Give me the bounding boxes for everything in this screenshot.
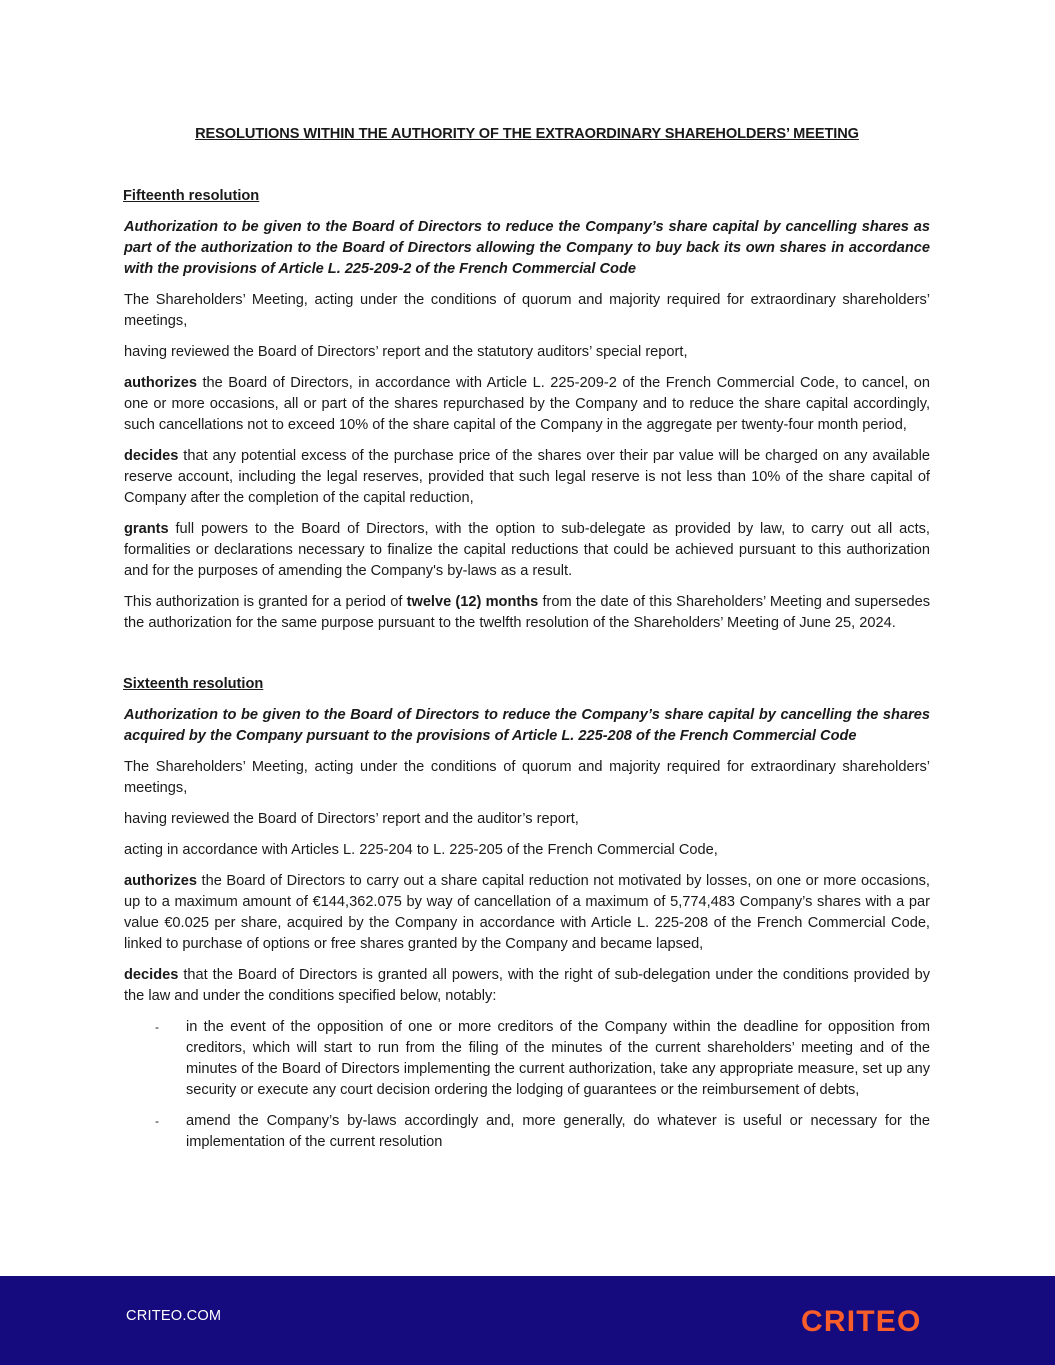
paragraph: authorizes the Board of Directors to carry out a share capital reduction not motivated by losses, on one or more occasions, up to a maximum amount of €144,362.075 by way of cancellation of a maximum of 5,774,483 Company’s shares with a par value €0.025 per share, acquired by the Company in accordance with Article L. 225-208 of the French Commercial Code, linked to purchase of options or free shares granted by the Company and became lapsed, [124,873,930,952]
operative-verb: decides [124,967,179,983]
list-item: - amend the Company’s by-laws accordingly and, more generally, do whatever is useful or necessary for the implementation of the current resolution [155,1113,930,1150]
paragraph: having reviewed the Board of Directors’ report and the auditor’s report, [124,811,579,827]
closing-paragraph: This authorization is granted for a period of twelve (12) months from the date of this Shareholders’ Meeting and supersedes the authorization for the same purpose pursuant to the twelfth resolution of the Shareholders’ Meeting of June 25, 2024. [124,594,930,631]
paragraph: acting in accordance with Articles L. 225-204 to L. 225-205 of the French Commercial Code, [124,842,718,858]
operative-verb: grants [124,521,169,537]
bullet-list [124,1017,930,1153]
svg-text:CRITEO: CRITEO [801,1305,922,1336]
paragraph: decides that any potential excess of the purchase price of the shares over their par value will be charged on any available reserve account, including the legal reserves, provided that such legal reserve is not less than 10% of the share capital of Company after the completion of the capital reduction, [124,448,930,506]
paragraph: grants full powers to the Board of Directors, with the option to sub-delegate as provided by law, to carry out all acts, formalities or declarations necessary to finalize the capital reductions that could be achieved pursuant to this authorization and for the purposes of amending the Company's by-laws as a result. [124,521,930,579]
document-title: RESOLUTIONS WITHIN THE AUTHORITY OF THE EXTRAORDINARY SHAREHOLDERS’ MEETING [195,126,859,142]
document-page [124,124,930,1163]
footer-website-link[interactable]: CRITEO.COM [126,1308,222,1324]
resolution-title: Fifteenth resolution [123,188,260,204]
resolution-subtitle: Authorization to be given to the Board of Directors to reduce the Company’s share capital by cancelling the shares acquired by the Company pursuant to the provisions of Article L. 225-208 of the French Commercial Code [124,707,930,744]
footer-bar [0,1276,1055,1365]
resolution-15 [124,186,930,634]
paragraph: having reviewed the Board of Directors’ report and the statutory auditors’ special report, [124,344,688,360]
operative-verb: authorizes [124,375,197,391]
paragraph: authorizes the Board of Directors, in accordance with Article L. 225-209-2 of the French Commercial Code, to cancel, on one or more occasions, all or part of the shares repurchased by the Company and to reduce the share capital accordingly, such cancellations not to exceed 10% of the share capital of the Company in the aggregate per twenty-four month period, [124,375,930,433]
operative-verb: authorizes [124,873,197,889]
paragraph: The Shareholders’ Meeting, acting under the conditions of quorum and majority required for extraordinary shareholders’ meetings, [124,759,930,796]
resolution-16 [124,674,930,1153]
resolution-subtitle: Authorization to be given to the Board of Directors to reduce the Company’s share capital by cancelling shares as part of the authorization to the Board of Directors allowing the Company to buy back its own shares in accordance with the provisions of Article L. 225-209-2 of the French Commercial Code [124,219,930,277]
dash-bullet: - [155,1114,159,1128]
paragraph: decides that the Board of Directors is granted all powers, with the right of sub-delegation under the conditions provided by the law and under the conditions specified below, notably: [124,967,930,1004]
criteo-logo [801,1304,929,1336]
list-item: - in the event of the opposition of one or more creditors of the Company within the deadline for opposition from creditors, which will start to run from the filing of the minutes of the current shareholders’ meeting and of the minutes of the Board of Directors implementing the current authorization, take any appropriate measure, set up any security or execute any court decision ordering the lodging of guarantees or the reimbursement of debts, [155,1019,930,1098]
dash-bullet: - [155,1020,159,1034]
resolution-title: Sixteenth resolution [123,676,264,692]
operative-verb: decides [124,448,179,464]
paragraph: The Shareholders’ Meeting, acting under the conditions of quorum and majority required for extraordinary shareholders’ meetings, [124,292,930,329]
